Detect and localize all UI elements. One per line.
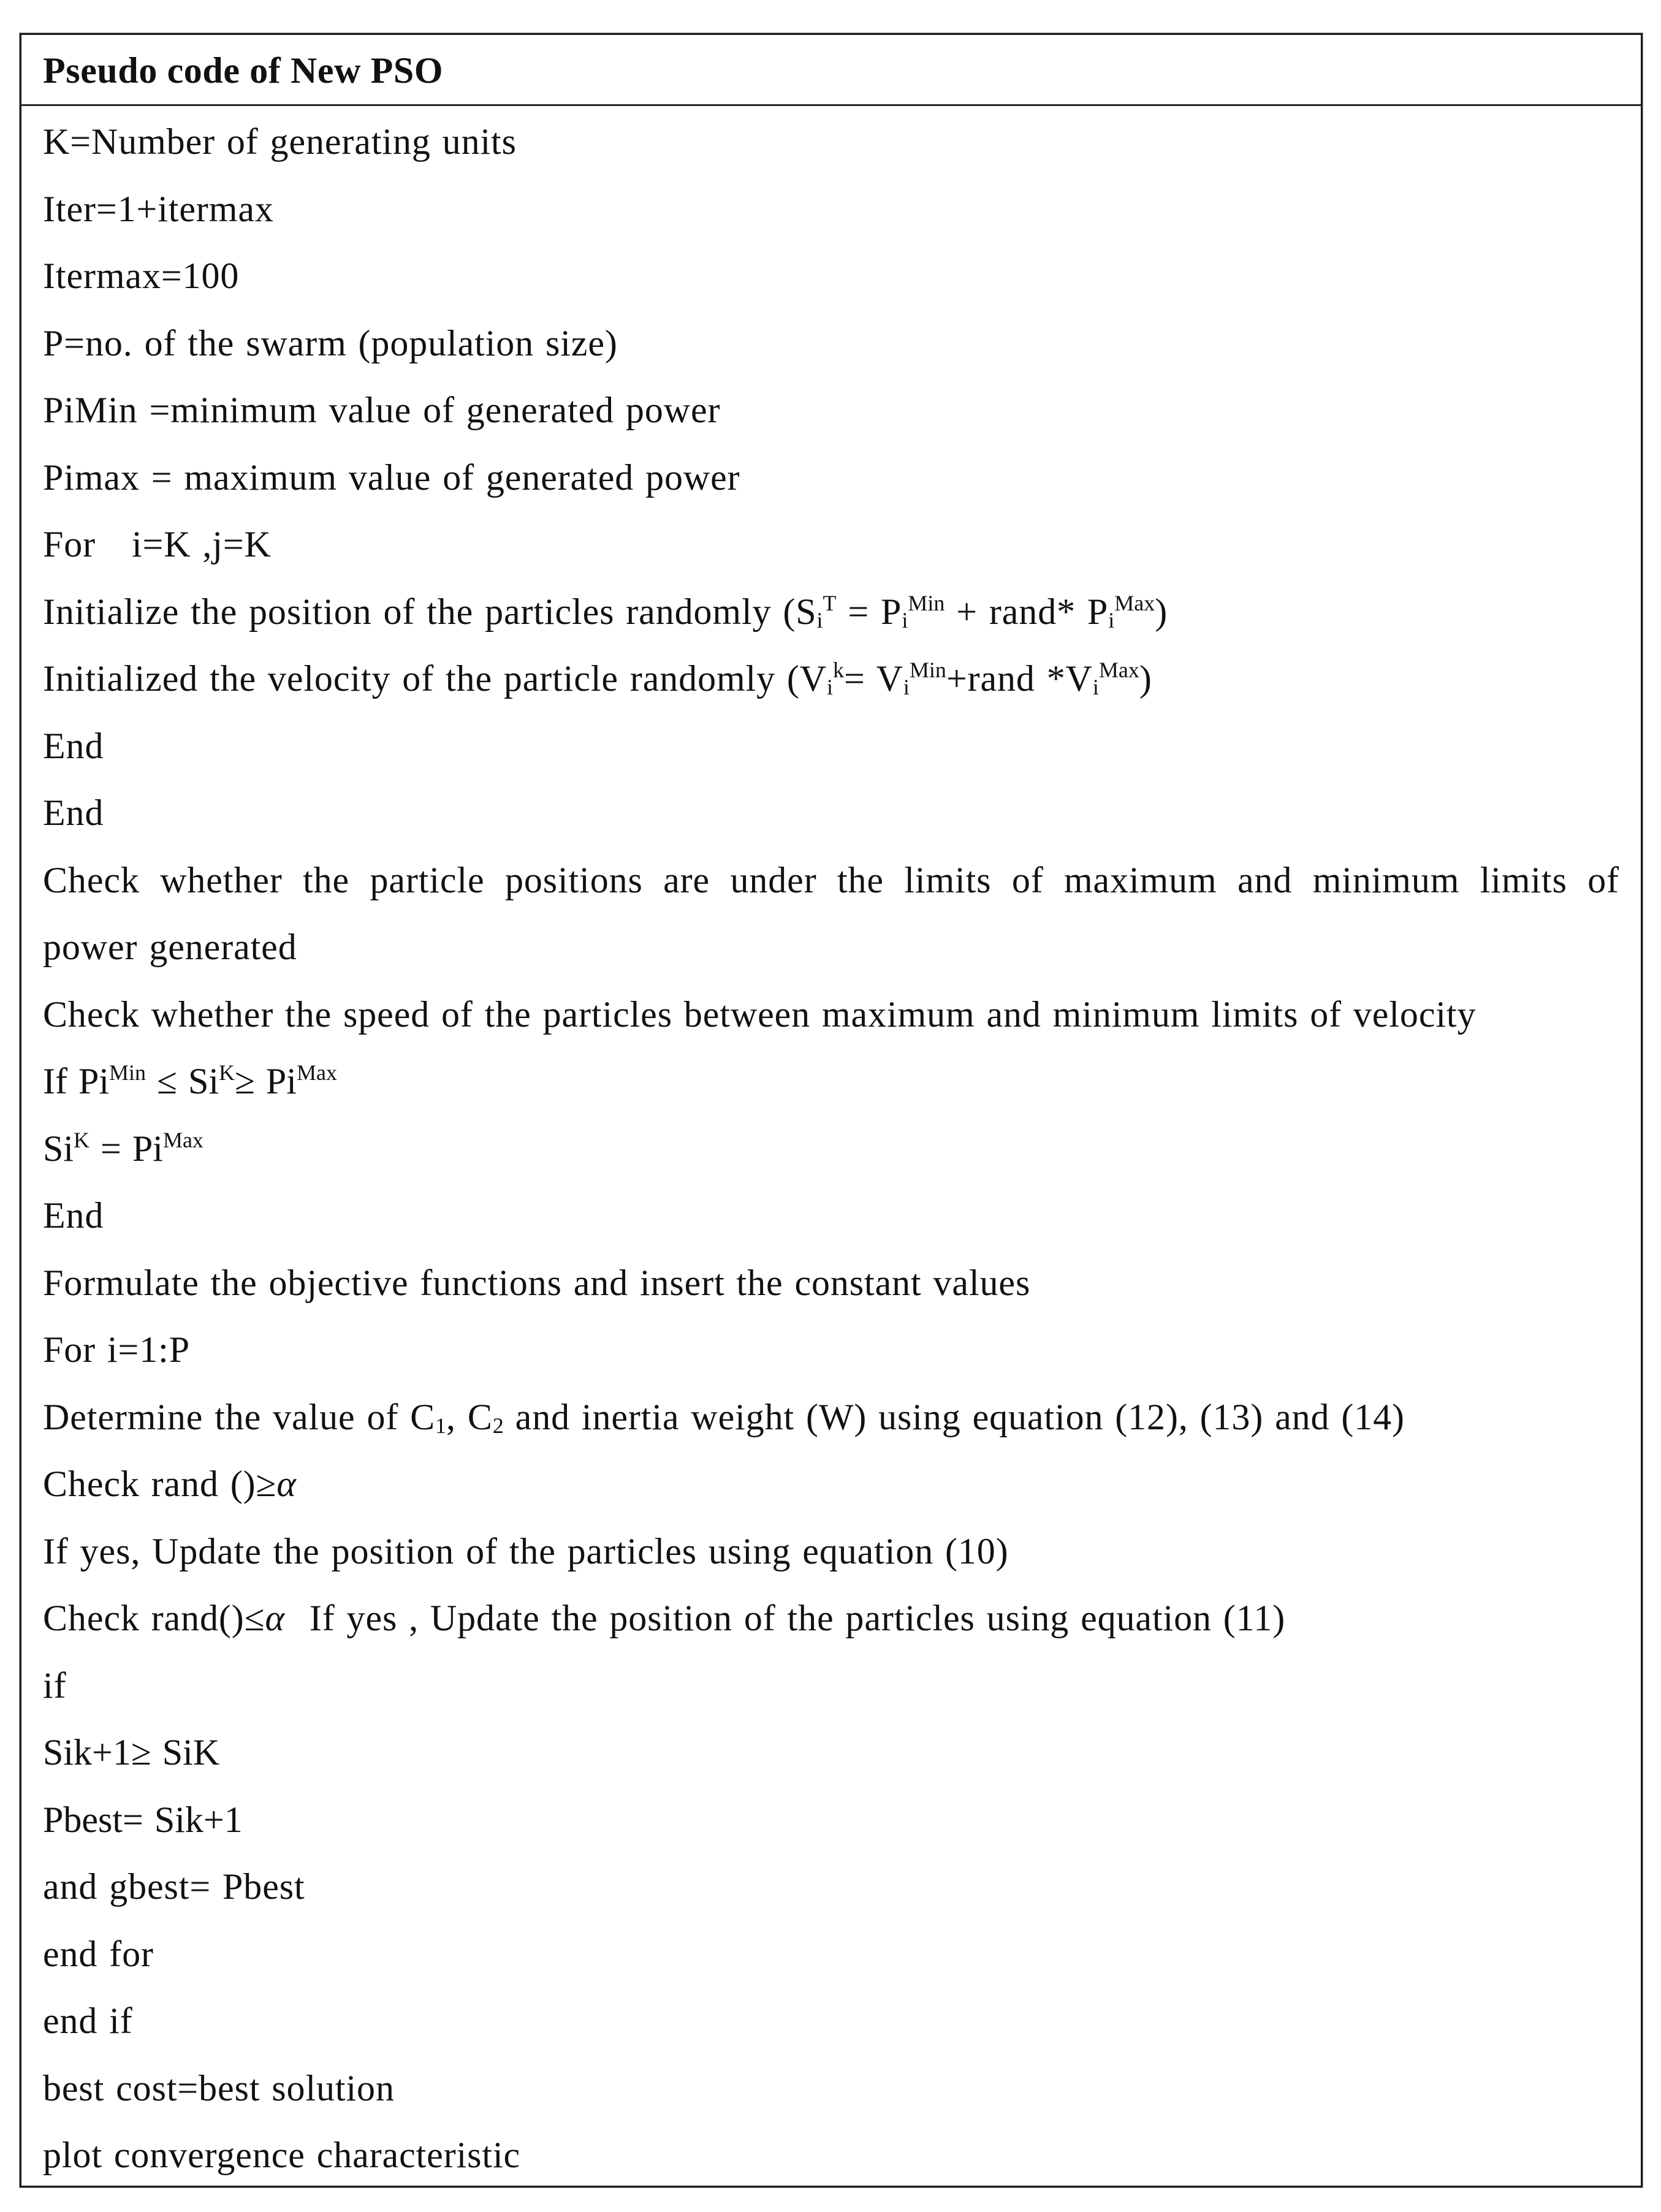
pseudo-code-line bbox=[43, 1988, 1619, 2055]
pseudo-code-line bbox=[43, 1853, 1619, 1921]
line-text: best cost=best solution bbox=[43, 2067, 395, 2108]
math-symbol: α bbox=[265, 1598, 285, 1638]
pseudo-code-line bbox=[43, 2122, 1619, 2189]
pseudo-code-line bbox=[43, 511, 1619, 579]
pseudo-code-line bbox=[43, 579, 1619, 646]
superscript: Max bbox=[162, 1127, 203, 1152]
table-header bbox=[21, 35, 1641, 106]
line-text: = Pi bbox=[89, 1128, 163, 1169]
pseudo-code-line bbox=[43, 1787, 1619, 1854]
line-text: ≤ Si bbox=[146, 1061, 219, 1101]
superscript: Max bbox=[1114, 590, 1155, 615]
pseudo-code-line bbox=[43, 981, 1619, 1049]
subscript: i bbox=[1108, 607, 1115, 633]
line-text: Pbest= Sik+1 bbox=[43, 1799, 243, 1840]
subscript: i bbox=[827, 675, 834, 699]
superscript: K bbox=[74, 1127, 90, 1152]
line-text: plot convergence characteristic bbox=[43, 2135, 521, 2175]
line-text: Initialize the position of the particles randomly (S bbox=[43, 591, 817, 632]
pseudo-code-line bbox=[43, 1250, 1619, 1317]
pseudo-code-line bbox=[43, 1585, 1619, 1652]
subscript: 1 bbox=[435, 1413, 447, 1438]
superscript: T bbox=[823, 590, 837, 615]
pseudo-code-line bbox=[43, 1048, 1619, 1116]
line-text: For bbox=[43, 524, 107, 564]
line-text: Determine the value of C bbox=[43, 1396, 436, 1437]
pseudo-code-line bbox=[43, 108, 1619, 176]
pseudo-code-body bbox=[43, 108, 1619, 2189]
pseudo-code-line bbox=[43, 243, 1619, 310]
subscript: i bbox=[1092, 675, 1099, 699]
line-text: Sik+1≥ SiK bbox=[43, 1732, 220, 1773]
pseudo-code-line bbox=[43, 1719, 1619, 1787]
line-text: End bbox=[43, 792, 104, 833]
superscript: Min bbox=[908, 590, 945, 615]
line-text: End bbox=[43, 1195, 104, 1236]
line-text: end if bbox=[43, 2001, 133, 2041]
subscript: i bbox=[816, 607, 823, 633]
line-text: PiMin =minimum value of generated power bbox=[43, 390, 721, 430]
line-text: If yes , Update the position of the particles using equation (11) bbox=[309, 1598, 1286, 1638]
line-text: + rand* P bbox=[945, 591, 1109, 632]
line-text: End bbox=[43, 725, 104, 766]
subscript: i bbox=[902, 607, 908, 633]
line-text: Si bbox=[43, 1128, 74, 1169]
pseudo-code-line bbox=[43, 780, 1619, 847]
pseudo-code-line bbox=[43, 2055, 1619, 2123]
line-text: and gbest= Pbest bbox=[43, 1866, 305, 1907]
line-text: Initialized the velocity of the particle randomly (V bbox=[43, 658, 827, 699]
pseudo-code-line bbox=[43, 914, 1619, 981]
pseudo-code-table bbox=[20, 33, 1643, 2187]
pseudo-code-line bbox=[43, 1317, 1619, 1384]
line-text: = P bbox=[836, 591, 902, 632]
line-text: P=no. of the swarm (population size) bbox=[43, 322, 618, 363]
pseudo-code-line bbox=[43, 1518, 1619, 1586]
superscript: Max bbox=[296, 1060, 337, 1085]
line-text: and inertia weight (W) using equation (12), (13) and (14) bbox=[503, 1396, 1405, 1437]
line-text: ) bbox=[1139, 658, 1152, 699]
line-text: if bbox=[43, 1665, 67, 1706]
superscript: Min bbox=[909, 658, 946, 682]
line-text: If Pi bbox=[43, 1061, 109, 1101]
line-text: Itermax=100 bbox=[43, 256, 240, 296]
line-text: Check whether the particle positions are under the limits of maximum and minimum limits of bbox=[43, 859, 1619, 900]
line-text: i=K ,j=K bbox=[131, 524, 272, 564]
line-text: Iter=1+itermax bbox=[43, 188, 274, 229]
subscript: 2 bbox=[492, 1413, 504, 1438]
line-text: Check rand()≤ bbox=[43, 1598, 265, 1638]
line-text: Pimax = maximum value of generated power bbox=[43, 457, 740, 498]
line-text: ≥ Pi bbox=[234, 1061, 297, 1101]
line-text: , C bbox=[446, 1396, 493, 1437]
line-text: Check rand ()≥ bbox=[43, 1464, 277, 1504]
pseudo-code-line bbox=[43, 1451, 1619, 1518]
pseudo-code-line bbox=[43, 176, 1619, 243]
pseudo-code-line bbox=[43, 1116, 1619, 1183]
pseudo-code-line bbox=[43, 1182, 1619, 1250]
line-text: K=Number of generating units bbox=[43, 121, 517, 162]
line-text: power generated bbox=[43, 927, 297, 967]
line-text: ) bbox=[1155, 591, 1168, 632]
pseudo-code-line bbox=[43, 444, 1619, 512]
line-text: end for bbox=[43, 1933, 154, 1974]
superscript: Max bbox=[1098, 658, 1139, 682]
superscript: K bbox=[218, 1060, 235, 1085]
table-title: Pseudo code of New PSO bbox=[43, 50, 444, 91]
math-symbol: α bbox=[276, 1464, 297, 1504]
pseudo-code-line bbox=[43, 1652, 1619, 1720]
line-text: For i=1:P bbox=[43, 1329, 190, 1370]
pseudo-code-line bbox=[43, 1384, 1619, 1451]
pseudo-code-line bbox=[43, 847, 1619, 914]
pseudo-code-line bbox=[43, 1921, 1619, 1988]
line-text: Formulate the objective functions and insert the constant values bbox=[43, 1262, 1031, 1303]
line-text: = V bbox=[844, 658, 903, 699]
superscript: k bbox=[833, 658, 845, 682]
pseudo-code-line bbox=[43, 310, 1619, 378]
superscript: Min bbox=[109, 1060, 146, 1085]
line-text: Check whether the speed of the particles between maximum and minimum limits of velocity bbox=[43, 994, 1477, 1035]
subscript: i bbox=[903, 675, 910, 699]
pseudo-code-line bbox=[43, 377, 1619, 444]
pseudo-code-line bbox=[43, 645, 1619, 713]
line-text: If yes, Update the position of the particles using equation (10) bbox=[43, 1530, 1009, 1572]
pseudo-code-line bbox=[43, 713, 1619, 780]
line-text: +rand *V bbox=[946, 658, 1093, 699]
